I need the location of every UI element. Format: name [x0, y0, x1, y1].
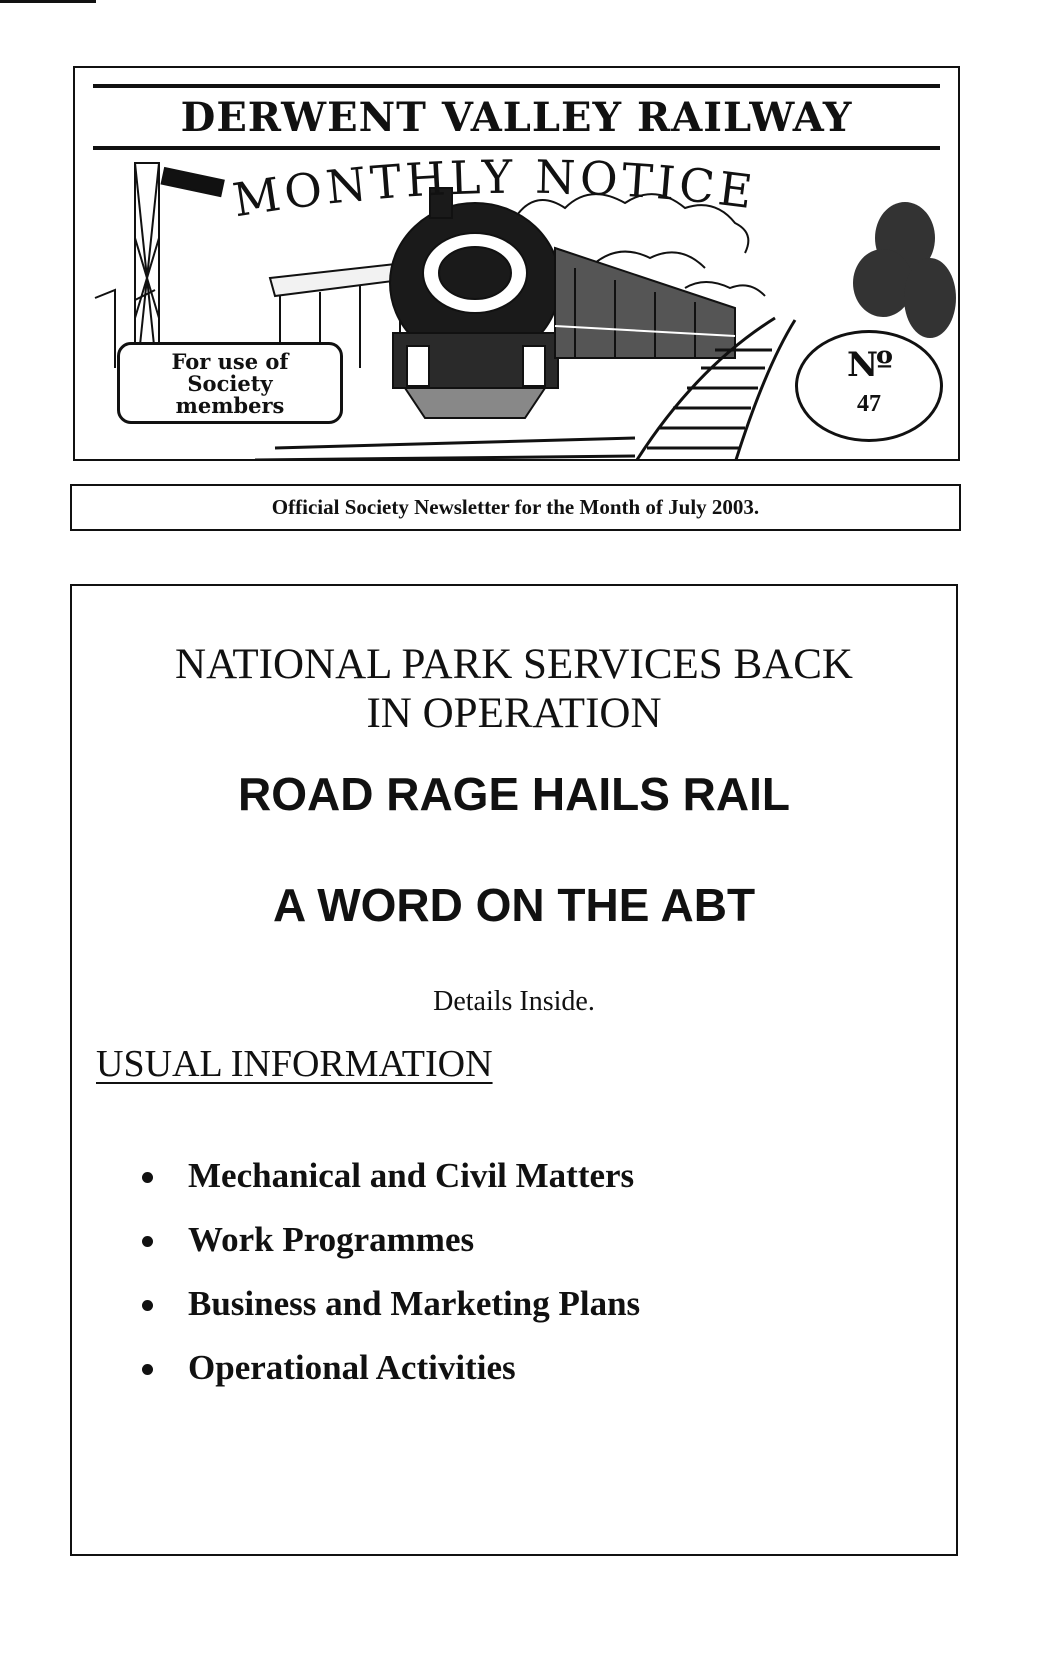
usual-information-list [142, 1156, 640, 1412]
bullet-icon [142, 1236, 153, 1247]
usual-information-heading: USUAL INFORMATION [96, 1043, 493, 1085]
headline-abt: A WORD ON THE ABT [272, 879, 756, 931]
details-inside: Details Inside. [433, 986, 595, 1017]
members-box [117, 342, 343, 424]
list-item-label: Work Programmes [188, 1220, 475, 1259]
masthead [73, 66, 960, 461]
newsletter-subtitle: Official Society Newsletter for the Month of July 2003. [70, 484, 961, 531]
issue-number-badge [795, 330, 943, 442]
headline-national-park-line2: IN OPERATION [366, 690, 662, 737]
members-box-line: Society [187, 371, 273, 396]
headline-national-park-line1: NATIONAL PARK SERVICES BACK [175, 641, 853, 688]
list-item [142, 1284, 640, 1348]
bullet-icon [142, 1300, 153, 1311]
masthead-title: DERWENT VALLEY RAILWAY [180, 94, 853, 141]
issue-number: 47 [857, 391, 881, 417]
bullet-icon [142, 1172, 153, 1183]
list-item-label: Business and Marketing Plans [188, 1284, 641, 1323]
locomotive-icon [390, 188, 735, 418]
list-item [142, 1348, 640, 1412]
corner-mark [0, 0, 96, 3]
trees-icon [853, 202, 956, 338]
members-box-line: For use of [171, 349, 289, 374]
list-item-label: Mechanical and Civil Matters [188, 1156, 635, 1195]
issue-label: Nº [846, 345, 892, 385]
bullet-icon [142, 1364, 153, 1375]
contents-panel [70, 584, 958, 1556]
list-item-label: Operational Activities [188, 1348, 516, 1387]
monthly-notice-text: MONTHLY NOTICE [229, 149, 760, 228]
list-item [142, 1220, 640, 1284]
headline-road-rage: ROAD RAGE HAILS RAIL [238, 768, 790, 820]
members-box-line: members [175, 393, 285, 418]
list-item [142, 1156, 640, 1220]
